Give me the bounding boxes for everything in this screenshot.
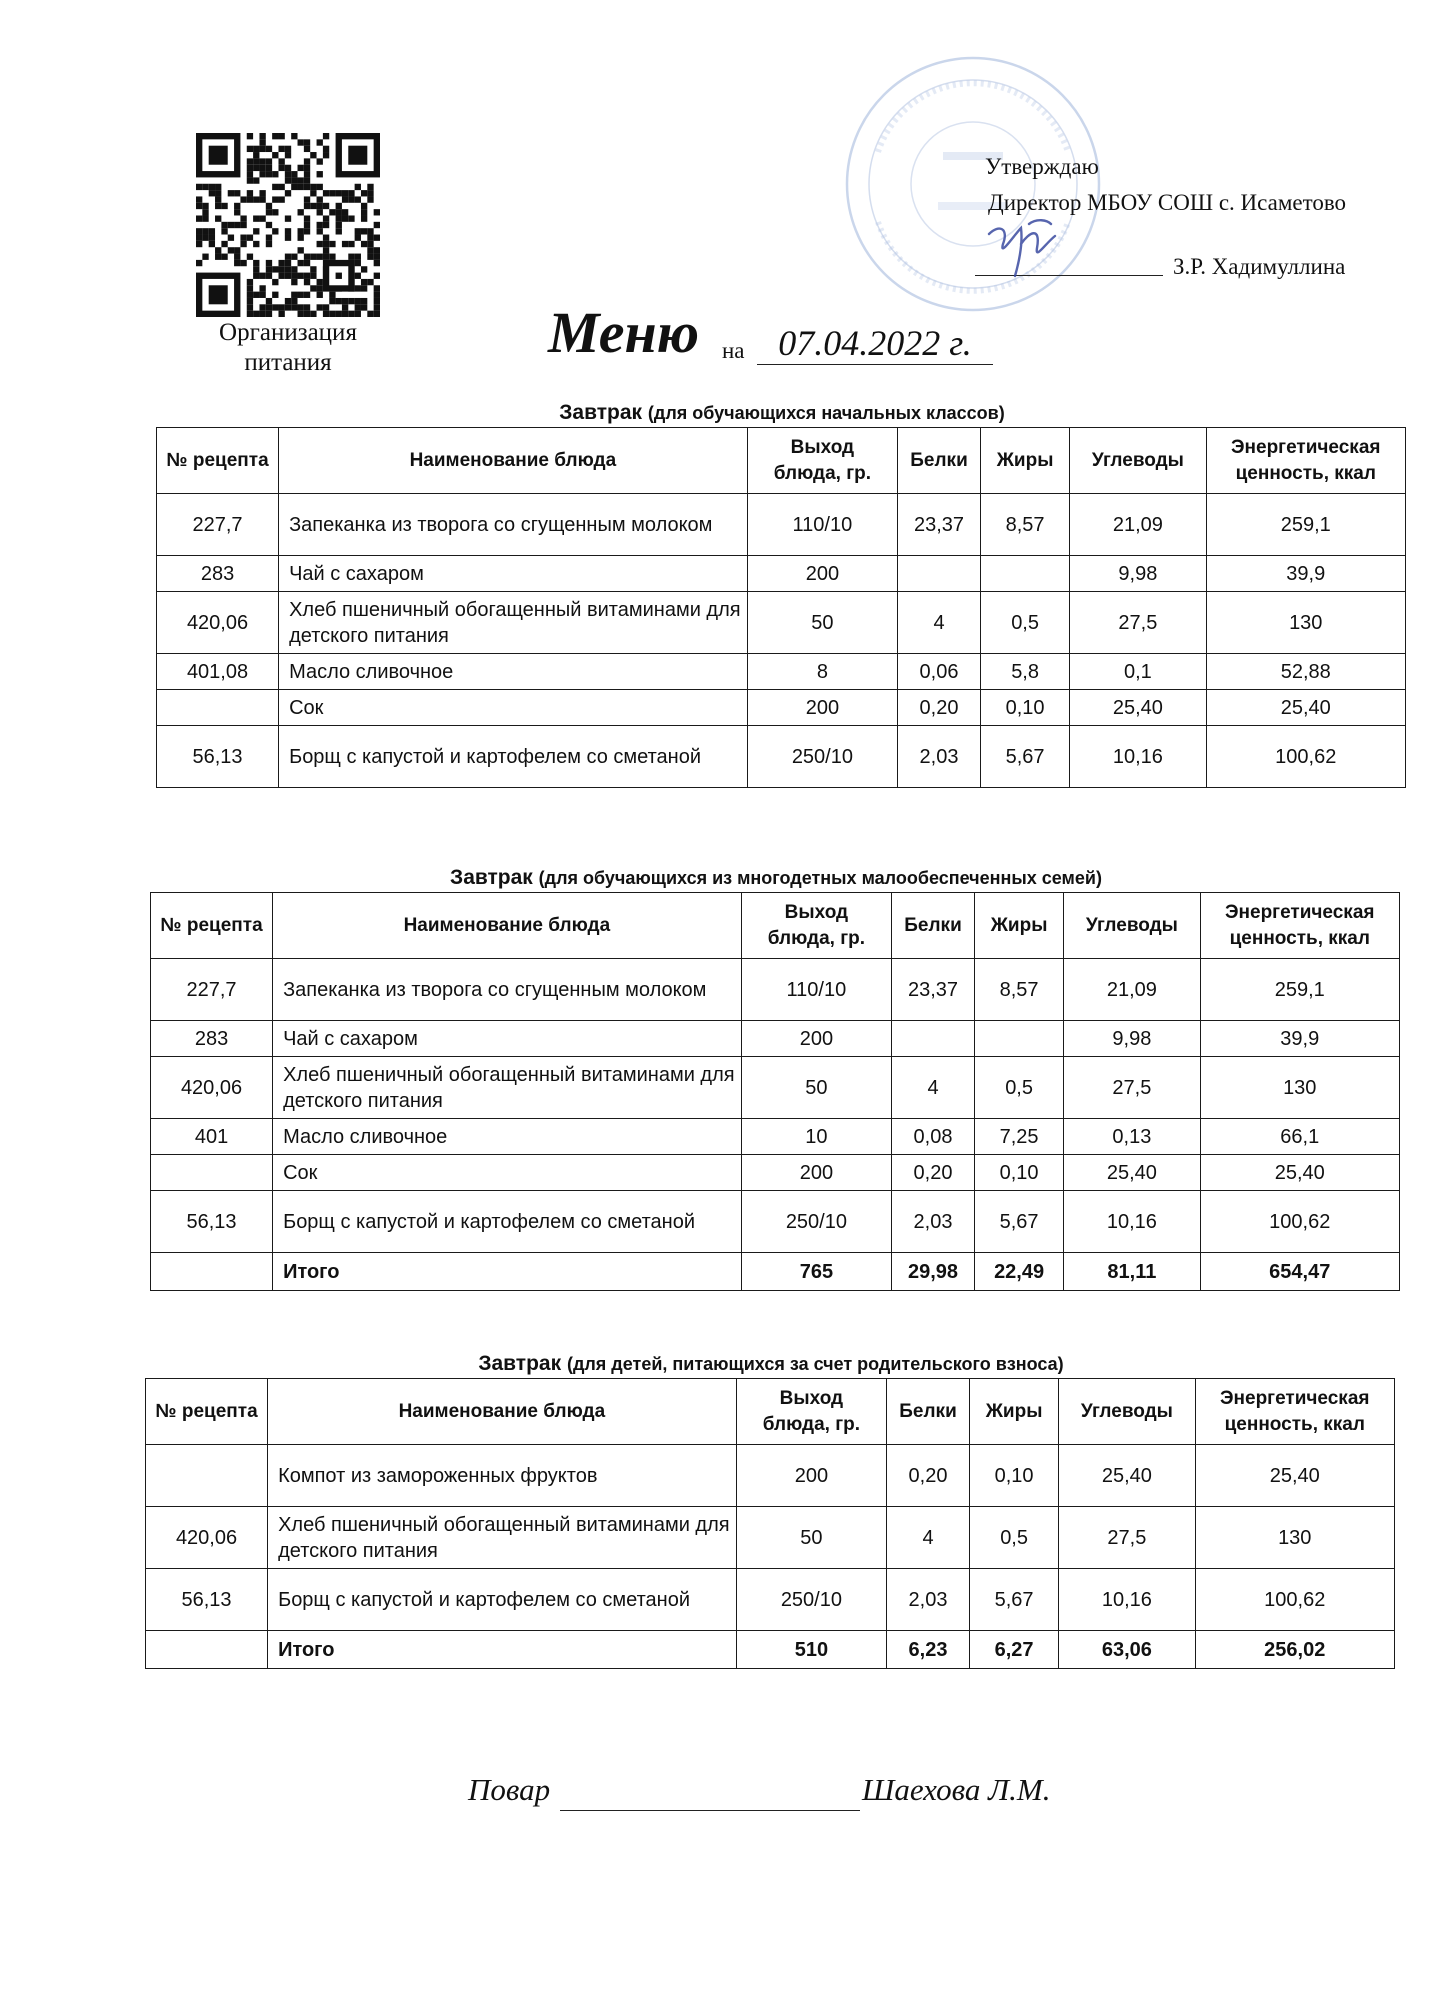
dish-protein [898,556,981,592]
recipe-number [157,690,279,726]
table-row [157,494,1406,556]
menu-on-label: на [722,338,745,363]
col-protein-header: Белки [892,893,975,959]
dish-fat [980,556,1069,592]
section-title-main: Завтрак [478,1352,562,1375]
qr-caption-line2: питания [244,349,332,376]
total-protein: 6,23 [887,1631,970,1669]
recipe-number: 227,7 [157,494,279,556]
col-yield-header-line2: блюда, гр. [773,462,872,484]
dish-carbs: 25,40 [1064,1155,1200,1191]
menu-title: Меню [548,300,700,365]
total-yield: 510 [736,1631,886,1669]
menu-table [156,427,1406,788]
col-name-header: Наименование блюда [279,428,748,494]
cook-label: Повар [468,1772,551,1807]
dish-protein: 2,03 [892,1191,975,1253]
dish-yield: 250/10 [736,1569,886,1631]
dish-yield: 110/10 [741,959,891,1021]
dish-fat: 5,67 [969,1569,1058,1631]
dish-name: Масло сливочное [279,654,748,690]
dish-fat: 5,67 [974,1191,1063,1253]
dish-name: Запеканка из творога со сгущенным молоком [279,494,748,556]
cook-signature-line [560,1810,860,1811]
col-fat-header: Жиры [974,893,1063,959]
table-row [151,1191,1400,1253]
recipe-number: 401 [151,1119,273,1155]
dish-yield: 8 [747,654,897,690]
dish-protein: 0,06 [898,654,981,690]
col-yield-header-line2: блюда, гр. [767,927,866,949]
col-yield-header-line1: Выход [790,436,855,458]
dish-name: Компот из замороженных фруктов [268,1445,737,1507]
dish-name: Борщ с капустой и картофелем со сметаной [273,1191,742,1253]
dish-protein: 4 [892,1057,975,1119]
recipe-number [146,1445,268,1507]
section-title-sub: (для детей, питающихся за счет родительского взноса) [566,1354,1064,1374]
dish-protein: 4 [898,592,981,654]
section-title [152,866,1400,890]
dish-yield: 200 [736,1445,886,1507]
dish-yield: 200 [747,556,897,592]
total-row [146,1631,1395,1669]
col-carbs-header: Углеводы [1070,428,1206,494]
col-energy-header-line2: ценность, ккал [1229,927,1370,949]
dish-fat: 8,57 [980,494,1069,556]
dish-yield: 110/10 [747,494,897,556]
total-energy: 654,47 [1200,1253,1399,1291]
dish-name: Сок [273,1155,742,1191]
dish-yield: 50 [736,1507,886,1569]
col-recipe-header: № рецепта [157,428,279,494]
table-header-row [157,428,1406,494]
dish-energy: 25,40 [1200,1155,1399,1191]
dish-energy: 100,62 [1195,1569,1394,1631]
dish-yield: 200 [741,1155,891,1191]
recipe-number: 420,06 [146,1507,268,1569]
dish-carbs: 10,16 [1064,1191,1200,1253]
dish-fat: 5,8 [980,654,1069,690]
col-energy-header-line2: ценность, ккал [1224,1413,1365,1435]
dish-fat: 0,10 [969,1445,1058,1507]
col-fat-header: Жиры [969,1379,1058,1445]
col-energy-header [1195,1379,1394,1445]
dish-energy: 130 [1195,1507,1394,1569]
col-yield-header-line1: Выход [784,901,849,923]
recipe-number: 283 [157,556,279,592]
dish-name: Сок [279,690,748,726]
dish-protein: 2,03 [887,1569,970,1631]
recipe-number: 56,13 [157,726,279,788]
dish-yield: 50 [747,592,897,654]
table-row [157,556,1406,592]
dish-fat: 0,10 [980,690,1069,726]
recipe-number: 401,08 [157,654,279,690]
dish-fat: 0,10 [974,1155,1063,1191]
dish-protein: 0,20 [892,1155,975,1191]
dish-name: Борщ с капустой и картофелем со сметаной [279,726,748,788]
col-yield-header [736,1379,886,1445]
total-yield: 765 [741,1253,891,1291]
col-protein-header: Белки [887,1379,970,1445]
col-yield-header [741,893,891,959]
dish-energy: 259,1 [1200,959,1399,1021]
total-fat: 22,49 [974,1253,1063,1291]
dish-yield: 250/10 [747,726,897,788]
col-energy-header [1200,893,1399,959]
section-title-main: Завтрак [450,866,533,889]
table-row [151,1057,1400,1119]
qr-code [196,133,380,317]
total-carbs: 63,06 [1059,1631,1195,1669]
dish-carbs: 25,40 [1070,690,1206,726]
total-fat: 6,27 [969,1631,1058,1669]
col-energy-header-line1: Энергетическая [1225,901,1375,923]
dish-fat: 5,67 [980,726,1069,788]
col-energy-header [1206,428,1405,494]
qr-caption [190,318,386,378]
total-recipe-empty [146,1631,268,1669]
cook-name: Шаехова Л.М. [862,1772,1051,1807]
section-title-sub: (для обучающихся из многодетных малообеспеченных семей) [538,868,1102,888]
dish-yield: 200 [741,1021,891,1057]
dish-name: Чай с сахаром [273,1021,742,1057]
recipe-number: 227,7 [151,959,273,1021]
table-row [157,592,1406,654]
dish-energy: 259,1 [1206,494,1405,556]
recipe-number: 283 [151,1021,273,1057]
dish-carbs: 10,16 [1059,1569,1195,1631]
dish-carbs: 27,5 [1070,592,1206,654]
menu-table [145,1378,1395,1669]
dish-name: Запеканка из творога со сгущенным молоком [273,959,742,1021]
dish-carbs: 0,13 [1064,1119,1200,1155]
table-row [146,1445,1395,1507]
table-header-row [146,1379,1395,1445]
dish-protein [892,1021,975,1057]
section-title [158,401,1406,425]
dish-energy: 25,40 [1206,690,1405,726]
dish-name: Масло сливочное [273,1119,742,1155]
table-row [151,1021,1400,1057]
total-label: Итого [273,1253,742,1291]
dish-name: Хлеб пшеничный обогащенный витаминами для детского питания [268,1507,737,1569]
qr-caption-line1: Организация [219,319,357,346]
dish-carbs: 27,5 [1059,1507,1195,1569]
recipe-number: 56,13 [151,1191,273,1253]
total-label: Итого [268,1631,737,1669]
col-energy-header-line1: Энергетическая [1231,436,1381,458]
dish-fat [974,1021,1063,1057]
signer-name: З.Р. Хадимуллина [1173,254,1346,279]
dish-energy: 130 [1206,592,1405,654]
director-signature [985,214,1075,284]
director-title: Директор МБОУ СОШ с. Исаметово [988,190,1347,215]
dish-protein: 23,37 [892,959,975,1021]
table-header-row [151,893,1400,959]
table-row [146,1507,1395,1569]
col-energy-header-line2: ценность, ккал [1235,462,1376,484]
dish-energy: 66,1 [1200,1119,1399,1155]
col-yield-header [747,428,897,494]
section-title-sub: (для обучающихся начальных классов) [647,403,1005,423]
table-row [157,654,1406,690]
col-recipe-header: № рецепта [146,1379,268,1445]
menu-date: 07.04.2022 г. [757,322,993,365]
dish-energy: 52,88 [1206,654,1405,690]
dish-protein: 4 [887,1507,970,1569]
col-name-header: Наименование блюда [273,893,742,959]
col-fat-header: Жиры [980,428,1069,494]
dish-protein: 2,03 [898,726,981,788]
dish-carbs: 9,98 [1064,1021,1200,1057]
dish-carbs: 9,98 [1070,556,1206,592]
dish-name: Чай с сахаром [279,556,748,592]
table-row [157,726,1406,788]
dish-fat: 0,5 [969,1507,1058,1569]
dish-energy: 100,62 [1206,726,1405,788]
dish-name: Борщ с капустой и картофелем со сметаной [268,1569,737,1631]
table-row [157,690,1406,726]
col-yield-header-line2: блюда, гр. [762,1413,861,1435]
dish-fat: 8,57 [974,959,1063,1021]
col-carbs-header: Углеводы [1064,893,1200,959]
recipe-number: 56,13 [146,1569,268,1631]
dish-carbs: 0,1 [1070,654,1206,690]
dish-fat: 0,5 [974,1057,1063,1119]
dish-fat: 0,5 [980,592,1069,654]
total-row [151,1253,1400,1291]
dish-energy: 39,9 [1206,556,1405,592]
col-protein-header: Белки [898,428,981,494]
dish-yield: 250/10 [741,1191,891,1253]
dish-energy: 25,40 [1195,1445,1394,1507]
dish-carbs: 27,5 [1064,1057,1200,1119]
table-row [146,1569,1395,1631]
dish-fat: 7,25 [974,1119,1063,1155]
dish-protein: 0,20 [898,690,981,726]
recipe-number [151,1155,273,1191]
section-title [147,1352,1395,1376]
dish-energy: 130 [1200,1057,1399,1119]
table-row [151,959,1400,1021]
dish-carbs: 21,09 [1064,959,1200,1021]
menu-table [150,892,1400,1291]
dish-carbs: 25,40 [1059,1445,1195,1507]
dish-name: Хлеб пшеничный обогащенный витаминами для детского питания [279,592,748,654]
dish-energy: 39,9 [1200,1021,1399,1057]
dish-yield: 50 [741,1057,891,1119]
recipe-number: 420,06 [157,592,279,654]
dish-yield: 10 [741,1119,891,1155]
col-energy-header-line1: Энергетическая [1220,1387,1370,1409]
total-energy: 256,02 [1195,1631,1394,1669]
col-recipe-header: № рецепта [151,893,273,959]
dish-carbs: 21,09 [1070,494,1206,556]
total-protein: 29,98 [892,1253,975,1291]
table-row [151,1119,1400,1155]
dish-carbs: 10,16 [1070,726,1206,788]
table-row [151,1155,1400,1191]
col-carbs-header: Углеводы [1059,1379,1195,1445]
total-recipe-empty [151,1253,273,1291]
total-carbs: 81,11 [1064,1253,1200,1291]
dish-protein: 0,08 [892,1119,975,1155]
approve-label: Утверждаю [985,154,1099,179]
dish-yield: 200 [747,690,897,726]
section-title-main: Завтрак [559,401,643,424]
col-yield-header-line1: Выход [779,1387,844,1409]
col-name-header: Наименование блюда [268,1379,737,1445]
dish-protein: 23,37 [898,494,981,556]
dish-energy: 100,62 [1200,1191,1399,1253]
dish-name: Хлеб пшеничный обогащенный витаминами для детского питания [273,1057,742,1119]
recipe-number: 420,06 [151,1057,273,1119]
dish-protein: 0,20 [887,1445,970,1507]
